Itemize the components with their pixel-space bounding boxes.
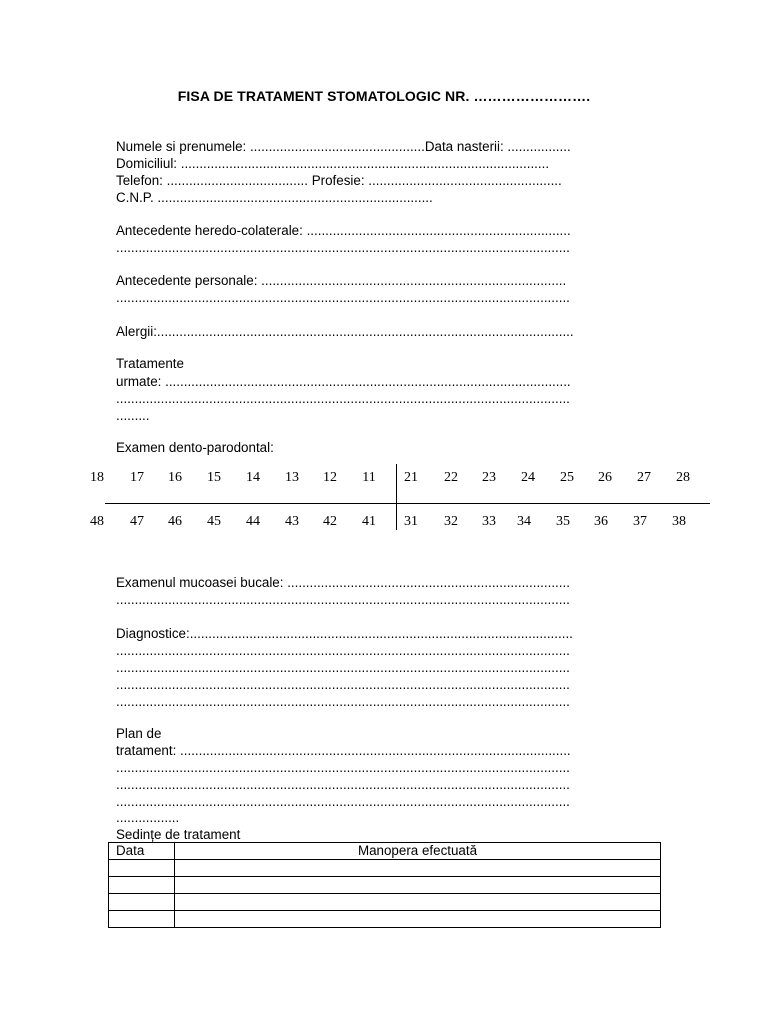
tooth-upper: 17 [130, 470, 144, 485]
tooth-upper: 12 [323, 470, 337, 485]
table-cell [109, 911, 175, 928]
tooth-lower: 41 [362, 514, 376, 529]
tooth-lower: 37 [633, 514, 647, 529]
treatment-plan-blank-2: .......................................................................................................................... [116, 777, 570, 792]
treatments-blank-short: ......... [116, 408, 150, 423]
treatment-plan-label: Plan de [116, 726, 162, 741]
oral-mucosa-line: Examenul mucoasei bucale: ............................................................................ [116, 575, 570, 590]
dental-exam-label: Examen dento-parodontal: [116, 440, 274, 455]
address-line: Domiciliul: ................................................................................................... [116, 156, 550, 171]
tooth-lower: 45 [207, 514, 221, 529]
table-row [109, 860, 661, 877]
tooth-lower: 48 [90, 514, 104, 529]
treatment-plan-line: tratament: ......................................................................................................... [116, 743, 571, 758]
dental-chart-horizontal-divider [105, 503, 710, 504]
phone-profession-line: Telefon: ...................................... Profesie: .................................................... [116, 173, 562, 188]
tooth-upper: 26 [598, 470, 612, 485]
tooth-lower: 47 [130, 514, 144, 529]
tooth-lower: 38 [672, 514, 686, 529]
tooth-lower: 43 [285, 514, 299, 529]
tooth-upper: 13 [285, 470, 299, 485]
table-cell [175, 877, 661, 894]
tooth-lower: 34 [517, 514, 531, 529]
tooth-lower: 36 [594, 514, 608, 529]
lower-teeth-row [0, 514, 768, 534]
family-history-line: Antecedente heredo-colaterale: ....................................................................... [116, 223, 571, 238]
tooth-upper: 28 [676, 470, 690, 485]
diagnoses-blank-1: .......................................................................................................................... [116, 643, 570, 658]
treatments-label: Tratamente [116, 356, 184, 371]
family-history-blank: .......................................................................................................................... [116, 240, 570, 255]
tooth-upper: 18 [90, 470, 104, 485]
table-cell [175, 911, 661, 928]
tooth-upper: 23 [482, 470, 496, 485]
treatment-plan-blank-short: ................. [116, 810, 180, 825]
personal-history-blank: .......................................................................................................................... [116, 290, 570, 305]
tooth-upper: 15 [207, 470, 221, 485]
diagnoses-blank-2: .......................................................................................................................... [116, 660, 570, 675]
tooth-upper: 22 [444, 470, 458, 485]
patient-name-line: Numele si prenumele: ...............................................Data nasterii: ................. [116, 139, 571, 154]
treatment-plan-blank-1: .......................................................................................................................... [116, 760, 570, 775]
table-cell [175, 860, 661, 877]
treatment-plan-blank-3: .......................................................................................................................... [116, 794, 570, 809]
treatments-blank: .......................................................................................................................... [116, 391, 570, 406]
tooth-lower: 46 [168, 514, 182, 529]
allergies-line: Alergii:................................................................................................................ [116, 324, 574, 339]
table-row [109, 911, 661, 928]
tooth-upper: 11 [362, 470, 376, 485]
tooth-lower: 44 [246, 514, 260, 529]
tooth-lower: 42 [323, 514, 337, 529]
table-cell [109, 877, 175, 894]
table-row [109, 894, 661, 911]
tooth-lower: 32 [444, 514, 458, 529]
sessions-label: Sedințe de tratament [116, 827, 241, 842]
tooth-lower: 33 [482, 514, 496, 529]
table-row [109, 877, 661, 894]
diagnoses-blank-4: .......................................................................................................................... [116, 694, 570, 709]
upper-teeth-row [0, 470, 768, 490]
table-cell [175, 894, 661, 911]
procedure-column-header: Manopera efectuată [175, 843, 661, 860]
tooth-upper: 16 [168, 470, 182, 485]
document-title: FISA DE TRATAMENT STOMATOLOGIC NR. ……………………. [177, 88, 591, 104]
tooth-lower: 35 [556, 514, 570, 529]
tooth-upper: 24 [521, 470, 535, 485]
tooth-upper: 27 [637, 470, 651, 485]
treatments-line: urmate: ............................................................................................................. [116, 374, 571, 389]
tooth-upper: 14 [246, 470, 260, 485]
table-cell [109, 860, 175, 877]
tooth-upper: 21 [404, 470, 418, 485]
cnp-line: C.N.P. .......................................................................... [116, 190, 433, 205]
date-column-header: Data [109, 843, 175, 860]
table-header-row [109, 843, 661, 860]
sessions-table [108, 842, 661, 928]
tooth-upper: 25 [560, 470, 574, 485]
diagnoses-blank-3: .......................................................................................................................... [116, 677, 570, 692]
diagnoses-line: Diagnostice:....................................................................................................... [116, 626, 573, 641]
oral-mucosa-blank: .......................................................................................................................... [116, 592, 570, 607]
table-cell [109, 894, 175, 911]
personal-history-line: Antecedente personale: .................................................................................. [116, 273, 567, 288]
tooth-lower: 31 [404, 514, 418, 529]
